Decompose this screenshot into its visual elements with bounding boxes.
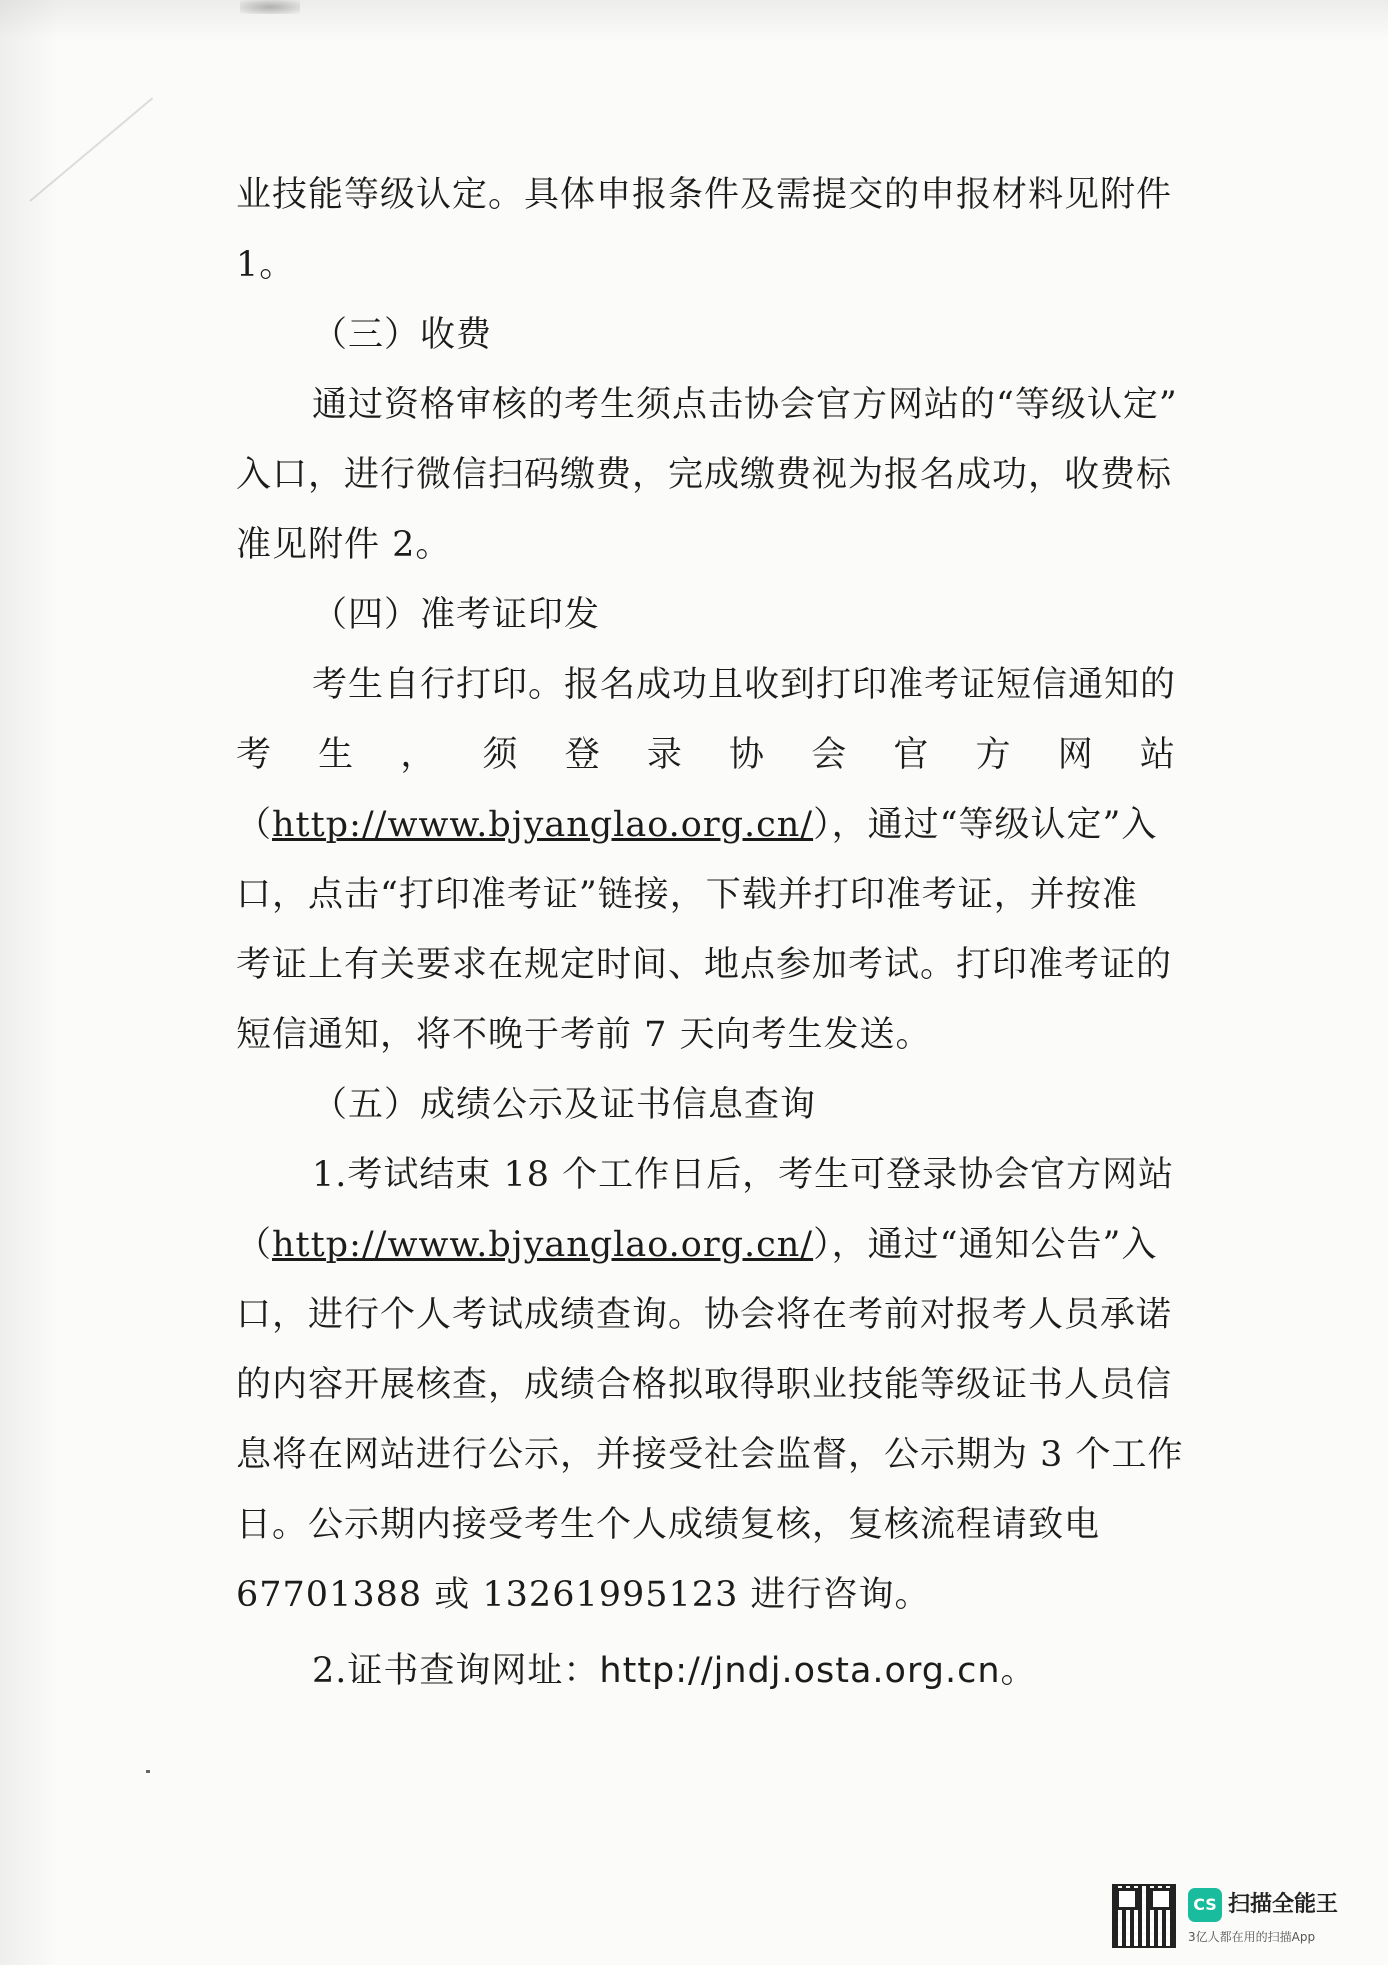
association-website-link[interactable]: http://www.bjyanglao.org.cn/ [272, 1225, 814, 1265]
text-line: 1.考试结束 18 个工作日后，考生可登录协会官方网站 [312, 1155, 1175, 1195]
text-fragment: ），通过“等级认定”入 [813, 805, 1158, 845]
watermark-tagline: 3亿人都在用的扫描App [1188, 1930, 1316, 1944]
spaced-char: 须 [482, 735, 519, 775]
text-line-with-url [236, 1636, 1176, 1706]
spaced-char: 考 [236, 735, 273, 775]
text-line: 的内容开展核查，成绩合格拟取得职业技能等级证书人员信 [236, 1365, 1173, 1405]
spaced-text-line [236, 720, 1176, 790]
text-line: 考生自行打印。报名成功且收到打印准考证短信通知的 [312, 665, 1177, 705]
spaced-char: 协 [729, 735, 766, 775]
text-line: 口，点击“打印准考证”链接，下载并打印准考证，并按准 [236, 875, 1138, 915]
association-website-link[interactable]: http://www.bjyanglao.org.cn/ [272, 805, 814, 845]
section-heading-fee: （三）收费 [312, 315, 493, 355]
text-line: 口，进行个人考试成绩查询。协会将在考前对报考人员承诺 [236, 1295, 1173, 1335]
paren-open: （ [236, 1225, 273, 1265]
text-line-with-url [236, 1210, 1176, 1280]
text-line: 短信通知，将不晚于考前 7 天向考生发送。 [236, 1015, 932, 1055]
text-fragment: ），通过“通知公告”入 [813, 1225, 1158, 1265]
text-line: 考证上有关要求在规定时间、地点参加考试。打印准考证的 [236, 945, 1173, 985]
spaced-char: 生 [318, 735, 355, 775]
spaced-char: 方 [975, 735, 1012, 775]
spaced-char: 会 [811, 735, 848, 775]
spaced-char: 官 [893, 735, 930, 775]
cert-query-label: 2.证书查询网址： [312, 1651, 600, 1691]
scan-shadow-left [0, 0, 60, 1965]
scan-shadow-top [0, 0, 1388, 40]
text-line-with-url [236, 790, 1176, 860]
qr-code-icon [1112, 1884, 1176, 1948]
text-line: 入口，进行微信扫码缴费，完成缴费视为报名成功，收费标 [236, 455, 1173, 495]
scan-speck [146, 1770, 150, 1773]
section-heading-admission-ticket: （四）准考证印发 [312, 595, 601, 635]
spaced-char: ， [400, 735, 437, 775]
spaced-char: 网 [1057, 735, 1094, 775]
text-line: 业技能等级认定。具体申报条件及需提交的申报材料见附件 [236, 175, 1173, 215]
document-body [236, 160, 1184, 1706]
spaced-char: 录 [646, 735, 683, 775]
cert-query-link[interactable]: http://jndj.osta.org.cn。 [599, 1651, 1037, 1691]
spaced-char: 站 [1139, 735, 1176, 775]
text-line: 67701388 或 13261995123 进行咨询。 [236, 1575, 931, 1615]
text-line: 准见附件 2。 [236, 525, 452, 565]
camscanner-logo-icon: CS [1188, 1888, 1222, 1922]
text-line: 1。 [236, 245, 296, 285]
scan-smudge [240, 0, 300, 14]
watermark-app-name: 扫描全能王 [1228, 1892, 1339, 1917]
text-line: 通过资格审核的考生须点击协会官方网站的“等级认定” [312, 385, 1178, 425]
text-line: 日。公示期内接受考生个人成绩复核，复核流程请致电 [236, 1505, 1101, 1545]
paren-open: （ [236, 805, 273, 845]
section-heading-results: （五）成绩公示及证书信息查询 [312, 1085, 817, 1125]
text-line: 息将在网站进行公示，并接受社会监督，公示期为 3 个工作 [236, 1435, 1184, 1475]
spaced-char: 登 [564, 735, 601, 775]
scanner-watermark [1112, 1884, 1362, 1954]
